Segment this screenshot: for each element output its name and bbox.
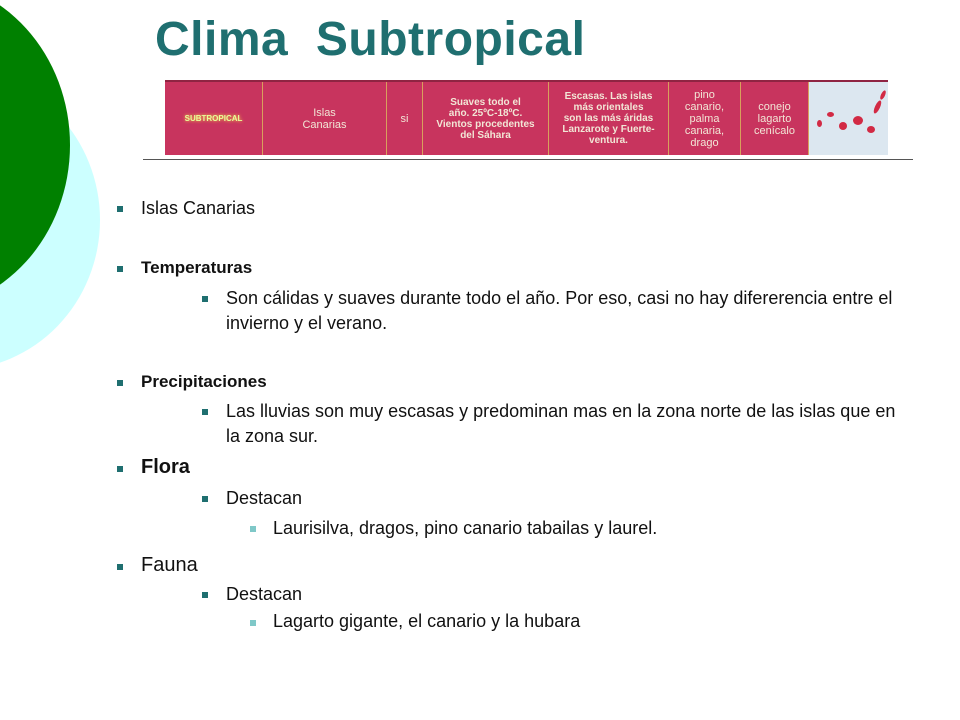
list-item-flora-species: Laurisilva, dragos, pino canario tabailas y laurel. <box>273 518 658 538</box>
list-item-flora-destacan: Destacan <box>226 488 303 508</box>
slide-title: Clima Subtropical <box>155 13 586 66</box>
bullet-square-icon <box>117 266 123 272</box>
table-cell-precipitation: Escasas. Las islas más orientales son las más áridas Lanzarote y Fuerte- ventura. <box>549 82 669 155</box>
list-item-fauna-species: Lagarto gigante, el canario y la hubara <box>273 611 581 631</box>
bullet-square-icon <box>202 296 208 302</box>
table-cell-fauna: conejo lagarto cenícalo <box>741 82 809 155</box>
bullet-square-icon <box>202 409 208 415</box>
bullet-square-icon <box>117 380 123 386</box>
list-item-flora: Flora <box>141 456 190 478</box>
bullet-square-icon <box>250 620 256 626</box>
list-item-precipitaciones-detail: Las lluvias son muy escasas y predominan mas en la zona norte de las islas que en la zona sur. <box>226 401 896 446</box>
list-item-islas: Islas Canarias <box>141 198 256 218</box>
bullet-square-icon <box>117 564 123 570</box>
list-item-temperaturas-detail: Son cálidas y suaves durante todo el año. Por eso, casi no hay difererencia entre el invierno y el verano. <box>226 288 893 333</box>
table-cell-flora: pino canario, palma canaria, drago <box>669 82 741 155</box>
list-item-fauna-destacan: Destacan <box>226 584 303 604</box>
bullet-square-icon <box>250 526 256 532</box>
table-cell-climate: SUBTROPICAL <box>165 82 263 155</box>
bullet-square-icon <box>202 496 208 502</box>
bullet-square-icon <box>117 466 123 472</box>
list-item-temperaturas: Temperaturas <box>141 258 253 277</box>
bullet-square-icon <box>202 592 208 598</box>
bullet-square-icon <box>117 206 123 212</box>
list-item-fauna: Fauna <box>141 554 198 576</box>
table-cell-temperatures: Suaves todo el año. 25ºC-18ºC. Vientos procedentes del Sáhara <box>423 82 549 155</box>
table-cell-present: si <box>387 82 423 155</box>
list-item-precipitaciones: Precipitaciones <box>141 372 267 391</box>
table-cell-region: Islas Canarias <box>263 82 387 155</box>
